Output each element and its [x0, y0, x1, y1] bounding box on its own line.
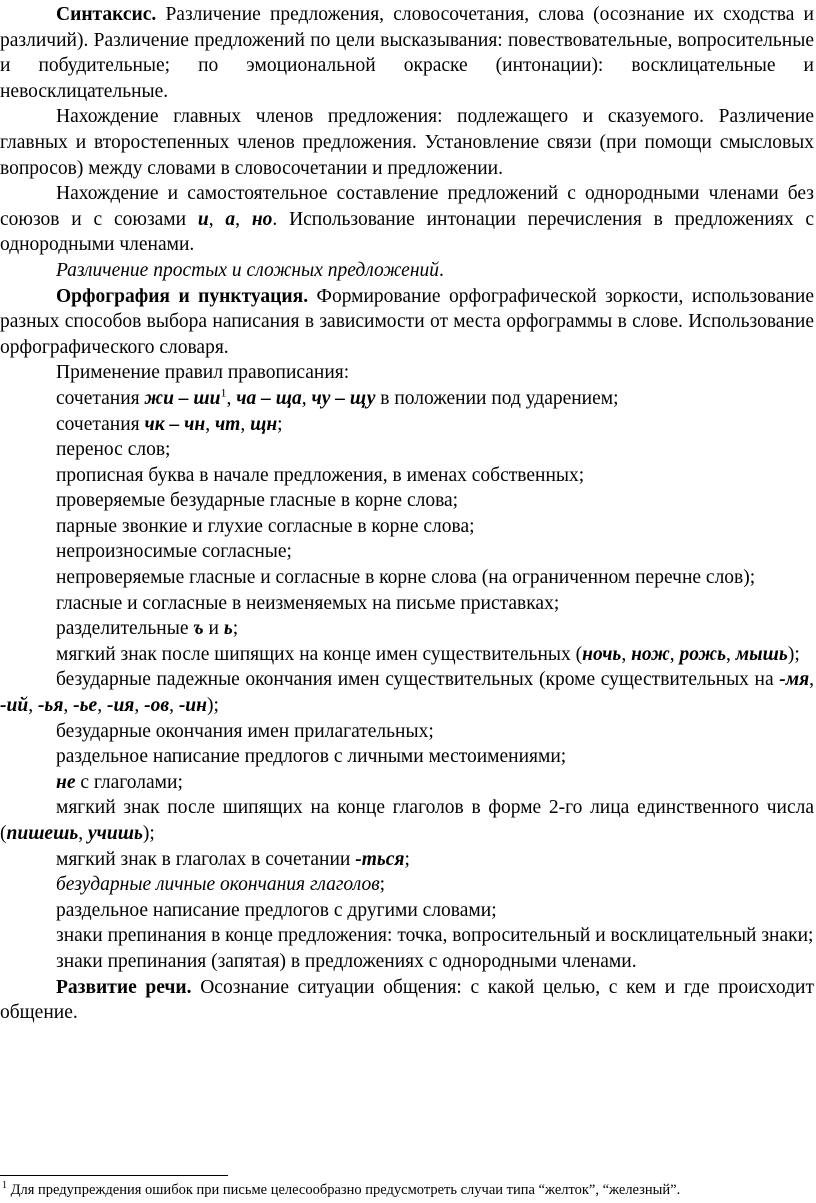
rule-9: гласные и согласные в неизменяемых на письме приставках;: [56, 592, 560, 614]
rule-16: [0, 795, 814, 846]
sep: ,: [809, 669, 814, 691]
orthography-p1-text: Формирование орфографической зоркости, использование разных способов выбора написания в зависимости от места орфограммы в слове. Использование орфографического словаря.: [0, 285, 814, 358]
rule-3: перенос слов;: [56, 439, 171, 461]
rule-text: сочетания: [56, 413, 145, 435]
syntax-p4-italic: Различение простых и сложных предложений: [56, 259, 440, 281]
rule-1: [0, 386, 814, 412]
example: ъ: [193, 618, 204, 640]
rule-2: [0, 412, 814, 438]
sep: ,: [169, 695, 179, 717]
rule-11: [0, 642, 814, 668]
rule-10: [0, 616, 814, 642]
example: -ин: [178, 695, 207, 717]
rule-text: );: [206, 695, 219, 717]
sep: ,: [669, 643, 680, 665]
rule-text: мягкий знак после шипящих на конце имен существительных (: [56, 643, 583, 665]
rule-6: парные звонкие и глухие согласные в корне слова;: [56, 515, 475, 537]
rule-text: ;: [404, 848, 410, 870]
example: пишешь: [6, 823, 79, 844]
sep: ,: [63, 695, 74, 717]
example: учишь: [88, 823, 143, 844]
rule-13: безударные окончания имен прилагательных;: [56, 720, 434, 742]
sep: ,: [208, 208, 226, 230]
example: -ий: [0, 695, 29, 717]
rule-text: );: [142, 823, 155, 844]
example: чк – чн: [144, 413, 206, 435]
rule-5: проверяемые безударные гласные в корне слова;: [56, 490, 459, 512]
example: рожь: [679, 643, 727, 665]
rules-intro: Применение правил правописания:: [56, 362, 350, 384]
speech-paragraph: [0, 975, 814, 1026]
rule-text: мягкий знак в глаголах в сочетании: [56, 848, 356, 870]
example: -ться: [355, 848, 405, 870]
conj-a: а: [225, 208, 236, 230]
orthography-paragraph-1: [0, 284, 814, 361]
syntax-p3-start: Нахождение и самостоятельное составление предложений с однородными членами без союзов и с союзами: [0, 183, 814, 230]
footnote-mark: 1: [2, 1180, 7, 1192]
rule-text: безударные падежные окончания имен существительных (кроме существительных на: [56, 669, 780, 691]
example: -ья: [37, 695, 64, 717]
sep: ,: [97, 695, 107, 717]
rule-18: [0, 872, 814, 898]
example: не: [56, 771, 76, 793]
sep: ,: [235, 208, 252, 230]
rule-text: с глаголами;: [75, 771, 183, 793]
rule-text: );: [787, 643, 800, 665]
sep: ,: [301, 387, 312, 409]
syntax-paragraph-3: [0, 181, 814, 258]
sep: ,: [205, 413, 215, 435]
document-page: [0, 2, 814, 1026]
rule-20: знаки препинания в конце предложения: точка, вопросительный и восклицательный знаки;: [56, 925, 814, 947]
rule-text: в положении под ударением;: [375, 387, 619, 409]
speech-heading: Развитие речи.: [56, 976, 192, 998]
example: -мя: [779, 669, 810, 691]
rule-text: разделительные: [56, 618, 194, 640]
example: -ье: [73, 695, 98, 717]
rule-text: сочетания: [56, 387, 145, 409]
example: жи – ши: [144, 387, 221, 409]
example: ь: [223, 618, 233, 640]
sep: и: [203, 618, 224, 640]
example: -ия: [106, 695, 135, 717]
conj-no: но: [251, 208, 273, 230]
rule-8: непроверяемые гласные и согласные в корне слова (на ограниченном перечне слов);: [56, 567, 756, 589]
orthography-heading: Орфография и пунктуация.: [56, 285, 309, 307]
speech-p1-text: Осознание ситуации общения: с какой целью, с кем и где происходит общение.: [0, 976, 814, 1024]
sep: ,: [726, 643, 736, 665]
rule-21: знаки препинания (запятая) в предложениях с однородными членами.: [56, 950, 637, 972]
example: чу – щу: [311, 387, 376, 409]
sep: ,: [28, 695, 38, 717]
rule-12: [0, 667, 814, 718]
rule-4: прописная буква в начале предложения, в именах собственных;: [56, 464, 585, 486]
sep: ,: [78, 823, 88, 844]
sep: ,: [226, 387, 237, 409]
conj-i: и: [197, 208, 209, 230]
syntax-heading: Синтаксис.: [56, 4, 157, 25]
footnote-text: Для предупреждения ошибок при письме целесообразно предусмотреть случаи типа “желток”, “железный”.: [7, 1182, 681, 1198]
footnote: [2, 1181, 680, 1199]
rule-text: ;: [277, 413, 283, 435]
example: щн: [250, 413, 278, 435]
example: чт: [214, 413, 241, 435]
rule-text: ;: [379, 874, 386, 896]
rule-text: ;: [232, 618, 239, 640]
syntax-paragraph-4: [0, 258, 814, 284]
example: мышь: [735, 643, 788, 665]
example: нож: [631, 643, 670, 665]
footnote-ref: 1: [220, 385, 227, 400]
sep: ,: [134, 695, 145, 717]
footnote-divider: [0, 1175, 228, 1176]
rule-7: непроизносимые согласные;: [56, 541, 292, 563]
rule-text: мягкий знак после шипящих на конце глаголов в форме 2-го лица единственного числа (: [0, 797, 814, 844]
rule-17: [0, 847, 814, 873]
example: ночь: [582, 643, 622, 665]
sep: ,: [621, 643, 632, 665]
rule-19: раздельное написание предлогов с другими словами;: [56, 899, 497, 921]
sep: ,: [240, 413, 251, 435]
rule-14: раздельное написание предлогов с личными местоимениями;: [56, 746, 567, 768]
syntax-p1-text: Различение предложения, словосочетания, слова (осознание их сходства и различий). Различение предложений по цели высказывания: повествовательные, вопросительные и побудительные; по эмоциональной окраске (интонации): восклицательные и невосклицательные.: [0, 4, 814, 102]
sep: .: [439, 259, 444, 281]
rule-15: [0, 770, 814, 796]
syntax-paragraph-2: [0, 104, 814, 181]
syntax-p2-text: Нахождение главных членов предложения: подлежащего и сказуемого. Различение главных и второстепенных членов предложения. Установление связи (при помощи смысловых вопросов) между словами в словосочетании и предложении.: [0, 106, 814, 179]
syntax-paragraph-1: [0, 2, 814, 104]
example: ча – ща: [236, 387, 302, 409]
rule-italic: безударные личные окончания глаголов: [56, 874, 380, 896]
syntax-p3-end: . Использование интонации перечисления в предложениях с однородными членами.: [0, 208, 815, 256]
example: -ов: [144, 695, 170, 717]
